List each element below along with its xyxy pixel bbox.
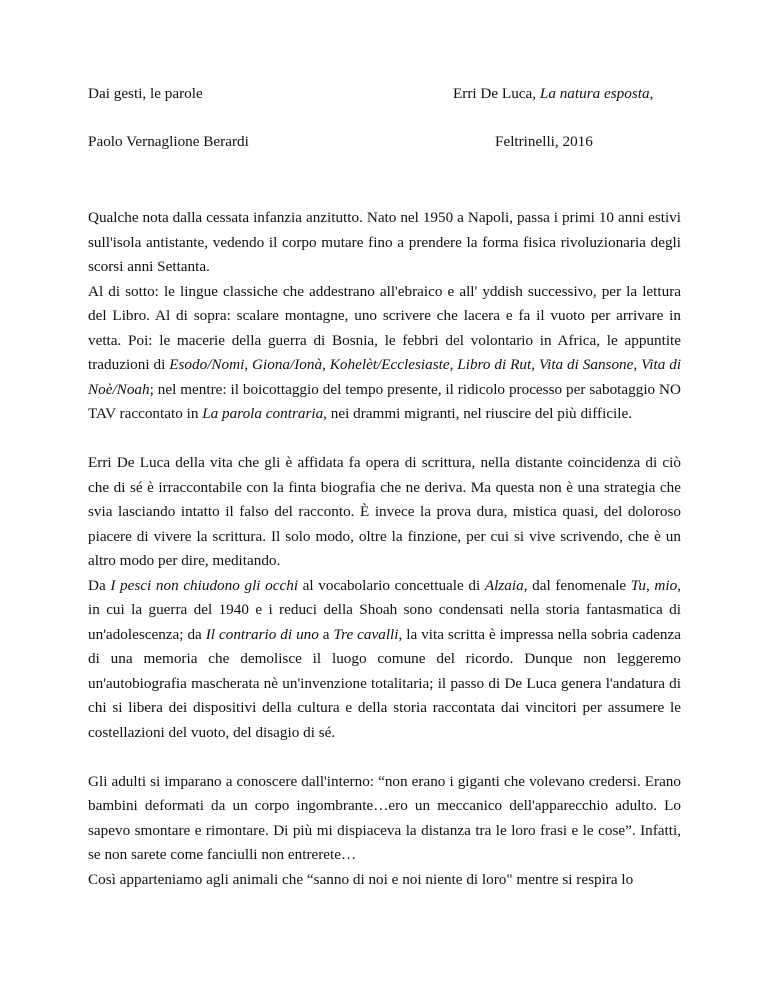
- book-author: Erri De Luca,: [453, 85, 540, 102]
- paragraph-text: , nei drammi migranti, nel riuscire del più difficile.: [323, 405, 633, 422]
- document-title: Dai gesti, le parole: [88, 85, 203, 102]
- paragraph-text: , la vita scritta è impressa nella sobria cadenza di una memoria che demolisce il luogo comune del ricordo. Dunque non leggeremo un'autobiografia mascherata nè un'invenzione totalitaria; il passo di De Luca genera l'andatura di chi si libera dei dispositivi della cultura e della storia raccontata dai vincitori per assumere le costellazioni del vuoto, del disagio di sé.: [88, 625, 682, 741]
- book-title-ref: Kohelèt/Ecclesiaste: [329, 356, 450, 373]
- article-body: [88, 206, 681, 892]
- paragraph-gap: [88, 745, 681, 770]
- paragraph-text: ; nel mentre: il boicottaggio del tempo presente, il ridicolo processo per sabotaggio NO TAV raccontato in: [88, 380, 681, 422]
- paragraph-text: , in cui la guerra del 1940 e i reduci della Shoah sono condensati nella storia fantasmatica di un'adolescenza; da: [88, 576, 682, 643]
- book-title-ref: Esodo/Nomi: [169, 356, 245, 373]
- paragraph-text: ,: [633, 356, 642, 373]
- book-title-ref: Alzaia: [484, 576, 524, 594]
- paragraph-text: Qualche nota dalla cessata infanzia anzitutto. Nato nel 1950 a Napoli, passa i primi 10 anni estivi sull'isola antistante, vedendo il corpo mutare fino a prendere la forma fisica rivoluzionaria degli scorsi anni Settanta.: [88, 209, 681, 275]
- book-title-ref: Vita di Noè/Noah: [88, 356, 682, 398]
- paragraph-adults: [88, 770, 681, 868]
- paragraph-text: Gli adulti si imparano a conoscere dall'interno: “non erano i giganti che volevano credersi. Erano bambini deformati da un corpo ingombrante…ero un meccanico dell'apparecchio adulto. Lo sapevo smontare e rimontare. Di più mi dispiaceva la distanza tra le loro frasi e le cose”. Infatti, se non sarete come fanciulli non entrerete…: [88, 772, 681, 863]
- paragraph-text: Così apparteniamo agli animali che “sanno di noi e noi niente di loro" mentre si respira lo: [88, 870, 634, 888]
- paragraph-text: Da: [88, 576, 111, 594]
- book-title-ref: Vita di Sansone: [538, 356, 634, 373]
- book-title-ref: Giona/Ionà: [252, 356, 323, 373]
- article-author: Paolo Vernaglione Berardi: [88, 133, 249, 150]
- reviewed-book-reference: [453, 84, 653, 104]
- paragraph-text: al vocabolario concettuale di: [298, 576, 485, 594]
- book-title-ref: La parola contraria: [202, 405, 324, 422]
- paragraph-text: Al di sotto: le lingue classiche che addestrano all'ebraico e all' yddish successivo, per la lettura del Libro. Al di sopra: scalare montagne, uno scrivere che lacera e fa il vuoto per arrivare in vetta. Poi: le macerie della guerra di Bosnia, le febbri del volontario in Africa, le appuntite traduzioni di: [88, 282, 681, 373]
- book-title-ref: Il contrario di uno: [205, 625, 319, 643]
- paragraph-animals: [88, 868, 681, 893]
- paragraph-formation: [88, 280, 681, 427]
- paragraph-text: ,: [322, 356, 330, 373]
- paragraph-text: ,: [244, 356, 253, 373]
- book-title-ref: I pesci non chiudono gli occhi: [110, 576, 299, 594]
- paragraph-intro: [88, 206, 681, 280]
- paragraph-text: ,: [449, 356, 458, 373]
- book-title-ref: Libro di Rut: [457, 356, 532, 373]
- paragraph-works: [88, 574, 681, 746]
- book-title-ref: Tre cavalli: [333, 625, 399, 643]
- paragraph-text: Erri De Luca della vita che gli è affidata fa opera di scrittura, nella distante coincidenza di ciò che di sé è irraccontabile con la finta biografia che ne deriva. Ma questa non è una strategia che svia lasciando intatto il falso del racconto. È invece la prova dura, mistica quasi, del doloroso piacere di vivere la scrittura. Il solo modo, oltre la finzione, per cui si vive scrivendo, che è un altro modo per dire, meditando.: [88, 454, 681, 569]
- paragraph-writing: [88, 451, 681, 574]
- book-title: La natura esposta: [539, 85, 650, 102]
- paragraph-gap: [88, 427, 681, 452]
- paragraph-text: a: [318, 625, 334, 643]
- paragraph-text: ,: [531, 356, 539, 373]
- paragraph-text: , dal fenomenale: [523, 576, 631, 594]
- book-title-ref: Tu, mio: [630, 576, 678, 594]
- book-publisher: Feltrinelli, 2016: [495, 133, 593, 150]
- book-title-separator: ,: [649, 85, 654, 102]
